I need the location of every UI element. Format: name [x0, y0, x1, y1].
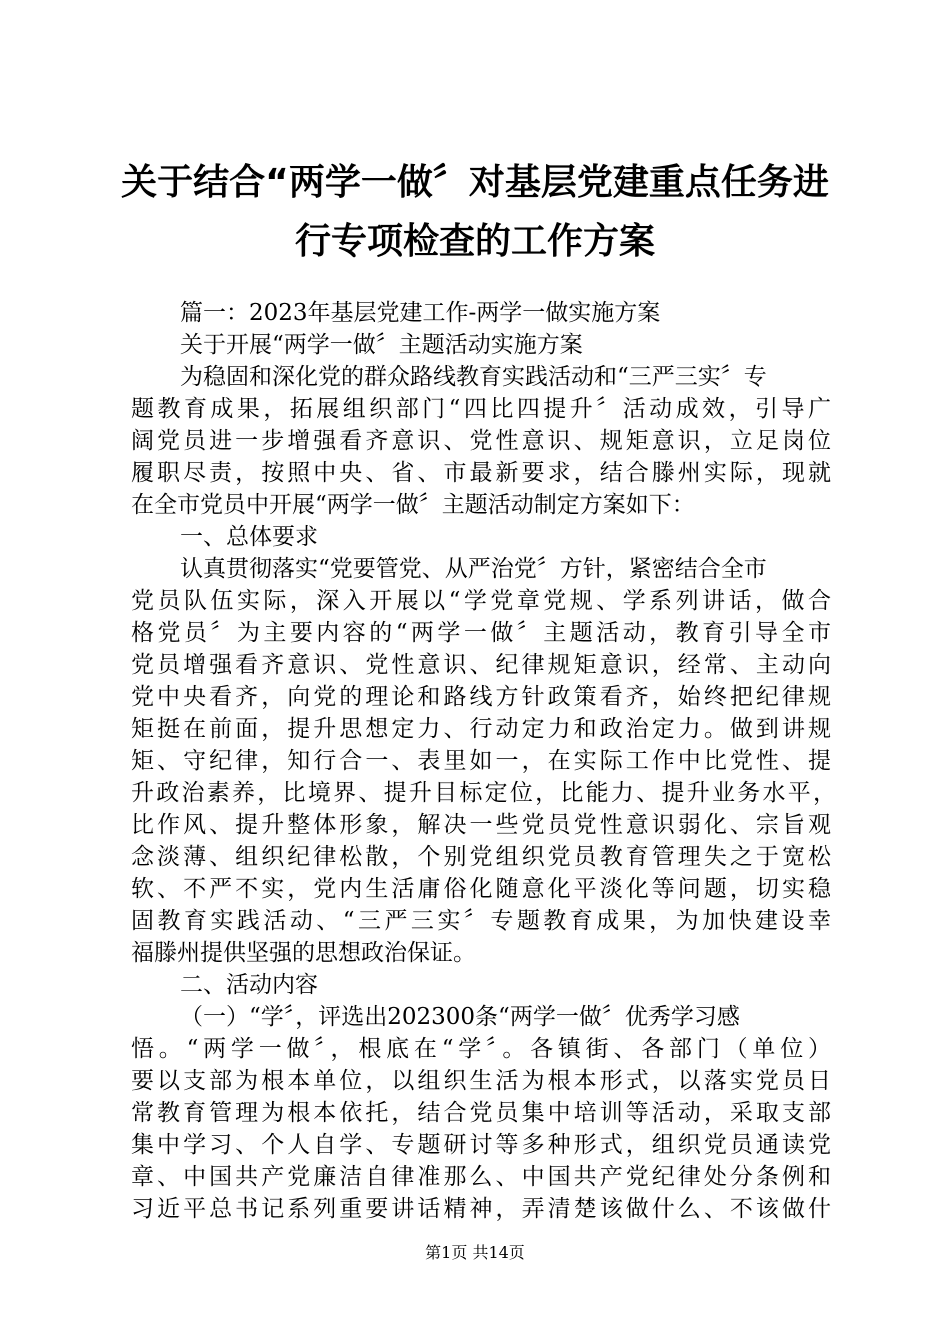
body-line: 党员队伍实际，深入开展以“学党章党规、学系列讲话，做合 [131, 588, 831, 614]
body-line: 念淡薄、组织纪律松散，个别党组织党员教育管理失之于宽松 [131, 844, 831, 870]
body-line: 党员增强看齐意识、党性意识、纪律规矩意识，经常、主动向 [131, 652, 831, 678]
body-line: 篇一：2023年基层党建工作-两学一做实施方案 [180, 300, 661, 326]
body-line: 集中学习、个人自学、专题研讨等多种形式，组织党员通读党 [131, 1132, 831, 1158]
body-line: 阔党员进一步增强看齐意识、党性意识、规矩意识，立足岗位 [131, 428, 831, 454]
body-line: 履职尽责，按照中央、省、市最新要求，结合滕州实际，现就 [131, 460, 831, 486]
body-line: 格党员〞为主要内容的“两学一做〞主题活动，教育引导全市 [131, 620, 831, 646]
section-heading: 一、总体要求 [180, 524, 318, 550]
body-line: 比作风、提升整体形象，解决一些党员党性意识弱化、宗旨观 [131, 812, 831, 838]
body-line: 悟。“两学一做〞，根底在“学〞。各镇街、各部门（单位） [131, 1036, 831, 1062]
body-line: 要以支部为根本单位，以组织生活为根本形式，以落实党员日 [131, 1068, 831, 1094]
body-line: 常教育管理为根本依托，结合党员集中培训等活动，采取支部 [131, 1100, 831, 1126]
body-line: 矩挺在前面，提升思想定力、行动定力和政治定力。做到讲规 [131, 716, 831, 742]
section-heading: 二、活动内容 [180, 972, 318, 998]
body-line: 矩、守纪律，知行合一、表里如一，在实际工作中比党性、提 [131, 748, 831, 774]
body-line: （一）“学〞，评选出202300条“两学一做〞优秀学习感 [180, 1004, 740, 1030]
body-line: 福滕州提供坚强的思想政治保证。 [131, 940, 476, 966]
page-number-footer: 第1页 共14页 [425, 1243, 525, 1262]
document-title-line-2: 行专项检查的工作方案 [294, 221, 655, 262]
body-line: 党中央看齐，向党的理论和路线方针政策看齐，始终把纪律规 [131, 684, 831, 710]
body-line: 为稳固和深化党的群众路线教育实践活动和“三严三实〞专 [180, 364, 767, 390]
body-line: 在全市党员中开展“两学一做〞主题活动制定方案如下： [131, 492, 695, 518]
body-line: 题教育成果，拓展组织部门“四比四提升〞活动成效，引导广 [131, 396, 831, 422]
body-line: 习近平总书记系列重要讲话精神，弄清楚该做什么、不该做什 [131, 1196, 831, 1222]
body-line: 固教育实践活动、“三严三实〞专题教育成果，为加快建设幸 [131, 908, 831, 934]
body-line: 认真贯彻落实“党要管党、从严治党〞方针，紧密结合全市 [180, 556, 767, 582]
body-line: 章、中国共产党廉洁自律准那么、中国共产党纪律处分条例和 [131, 1164, 831, 1190]
document-title-line-1: 关于结合“两学一做〞对基层党建重点任务进 [121, 162, 829, 203]
body-line: 关于开展“两学一做〞主题活动实施方案 [180, 332, 583, 358]
body-line: 软、不严不实，党内生活庸俗化随意化平淡化等问题，切实稳 [131, 876, 831, 902]
body-line: 升政治素养，比境界、提升目标定位，比能力、提升业务水平， [131, 780, 836, 806]
